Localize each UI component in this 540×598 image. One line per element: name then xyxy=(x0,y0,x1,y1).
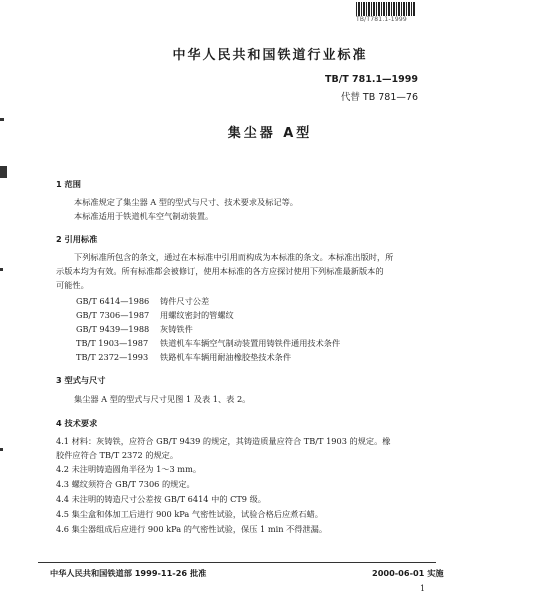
paragraph-line: 下列标准所包含的条文，通过在本标准中引用而构成为本标准的条文。本标准出版时，所 xyxy=(74,252,394,262)
section-heading: 1 范围 xyxy=(56,179,81,189)
paragraph-line: 可能性。 xyxy=(56,280,89,290)
barcode-image xyxy=(356,2,416,16)
requirement-line: 胶件应符合 TB/T 2372 的规定。 xyxy=(56,450,179,460)
reference-list xyxy=(76,294,340,364)
replaces-standard: 代替 TB 781—76 xyxy=(340,92,418,103)
binding-mark xyxy=(0,166,7,178)
barcode-code: TB/T781.1-1999 xyxy=(356,16,407,23)
paragraph-line: 本标准适用于铁道机车空气制动装置。 xyxy=(74,211,214,221)
footer-divider xyxy=(38,562,436,563)
reference-title: 铁道机车车辆空气制动装置用铸铁件通用技术条件 xyxy=(160,338,341,348)
effective-date: 2000-06-01 实施 xyxy=(372,568,444,578)
standard-number: TB/T 781.1—1999 xyxy=(325,74,418,85)
requirement-line: 4.6 集尘器组成后应进行 900 kPa 的气密性试验，保压 1 min 不得泄漏。 xyxy=(56,524,328,534)
requirement-line: 4.2 未注明铸造圆角半径为 1～3 mm。 xyxy=(56,464,202,474)
reference-item xyxy=(76,308,340,322)
paragraph-line: 示版本均为有效。所有标准都会被修订，使用本标准的各方应探讨使用下列标准最新版本的 xyxy=(56,266,384,276)
requirement-line: 4.4 未注明的铸造尺寸公差按 GB/T 6414 中的 CT9 级。 xyxy=(56,494,266,504)
requirement-line: 4.5 集尘盒和体加工后进行 900 kPa 气密性试验，试验合格后应煮石蜡。 xyxy=(56,509,323,519)
paragraph-line: 集尘器 A 型的型式与尺寸见图 1 及表 1、表 2。 xyxy=(74,394,251,404)
reference-code: TB/T 1903—1987 xyxy=(76,338,149,348)
approval-statement: 中华人民共和国铁道部 1999-11-26 批准 xyxy=(50,568,207,578)
reference-item xyxy=(76,294,340,308)
section-heading: 3 型式与尺寸 xyxy=(56,375,106,385)
binding-mark xyxy=(0,118,4,121)
reference-title: 铸件尺寸公差 xyxy=(160,296,210,306)
reference-item xyxy=(76,336,340,350)
reference-code: GB/T 9439—1988 xyxy=(76,324,150,334)
requirement-line: 4.3 螺纹须符合 GB/T 7306 的规定。 xyxy=(56,479,195,489)
page-number: 1 xyxy=(420,584,426,593)
binding-mark xyxy=(0,448,3,451)
reference-code: GB/T 7306—1987 xyxy=(76,310,150,320)
section-heading: 4 技术要求 xyxy=(56,418,98,428)
paragraph-line: 本标准规定了集尘器 A 型的型式与尺寸、技术要求及标记等。 xyxy=(74,197,298,207)
reference-title: 灰铸铁件 xyxy=(160,324,193,334)
section-heading: 2 引用标准 xyxy=(56,234,98,244)
standard-category-title: 中华人民共和国铁道行业标准 xyxy=(172,48,368,63)
reference-code: TB/T 2372—1993 xyxy=(76,352,149,362)
binding-mark xyxy=(0,268,3,271)
requirement-line: 4.1 材料：灰铸铁，应符合 GB/T 9439 的规定，其铸造质量应符合 TB/T 1903 的规定。橡 xyxy=(56,436,391,446)
reference-item xyxy=(76,322,340,336)
reference-title: 用螺纹密封的管螺纹 xyxy=(160,310,234,320)
reference-item xyxy=(76,350,340,364)
document-title: 集尘器 A型 xyxy=(227,126,313,141)
reference-code: GB/T 6414—1986 xyxy=(76,296,150,306)
reference-title: 铁路机车车辆用耐油橡胶垫技术条件 xyxy=(160,352,292,362)
